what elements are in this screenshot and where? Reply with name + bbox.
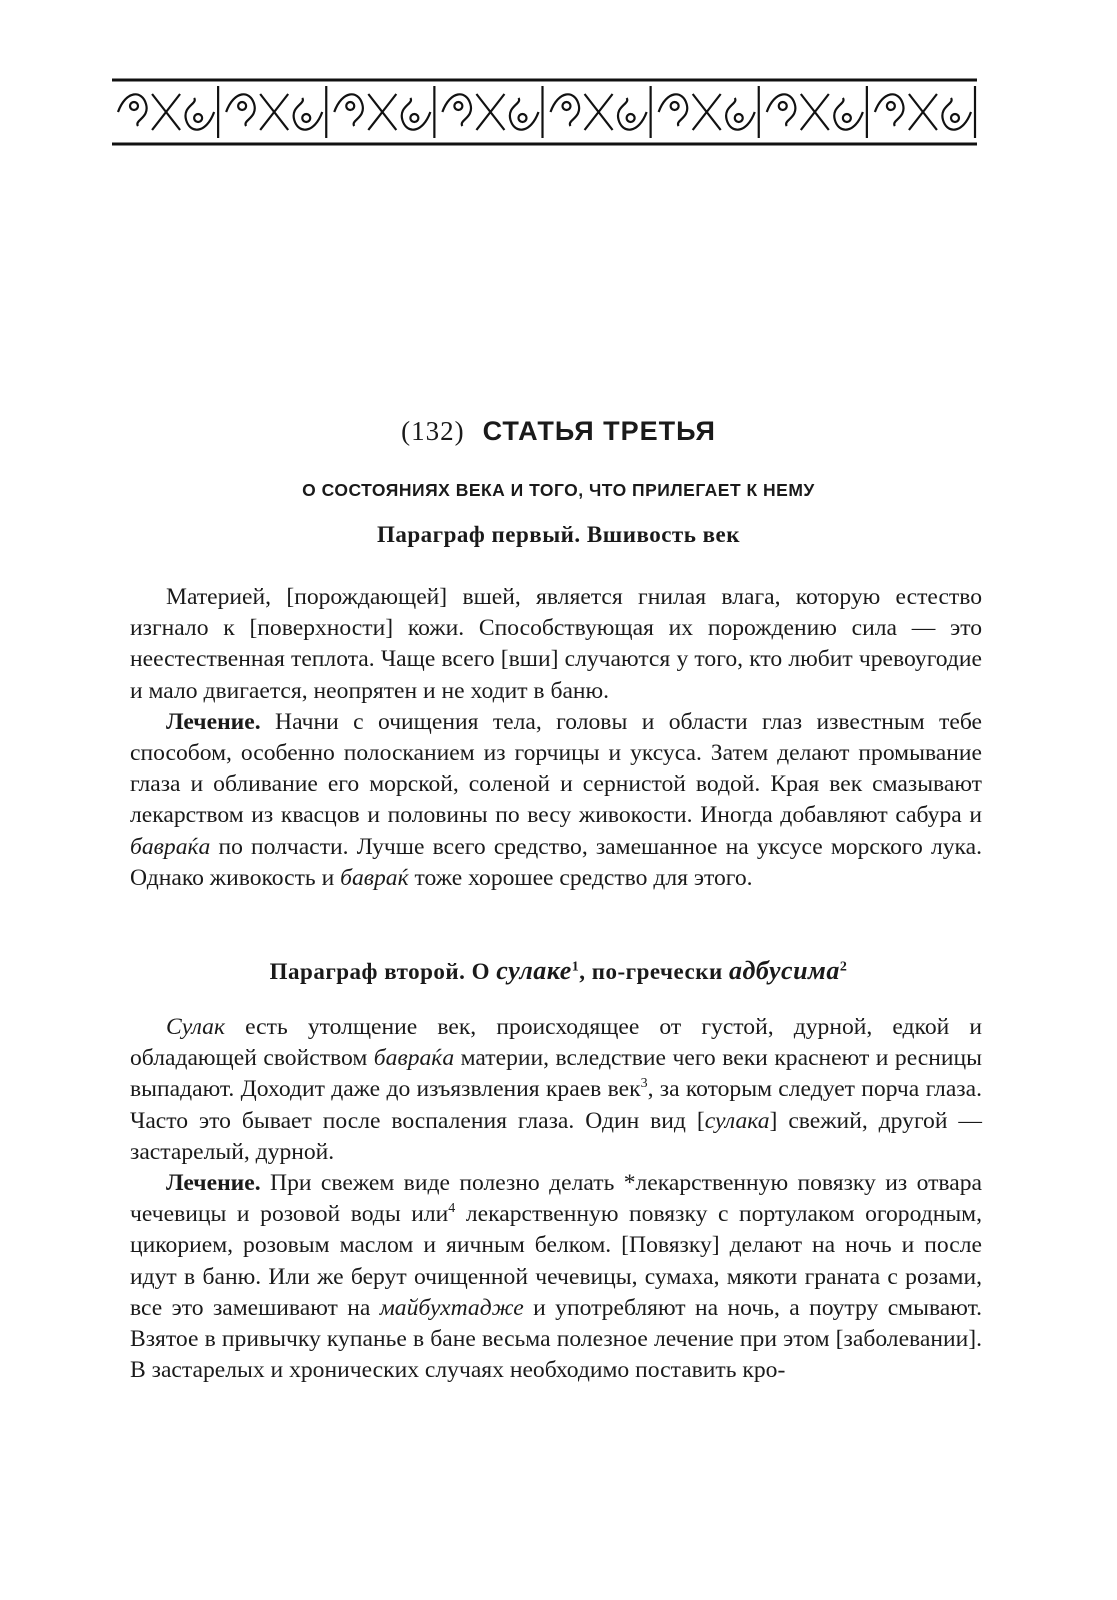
ornament-motif — [551, 86, 651, 138]
section-title — [0, 416, 1117, 447]
paragraph2-text: Сулак есть утолщение век, происходящее от густой, дурной, едкой и обладающей свойством бавраќа материи, вследствие чего веки краснеют и ресницы выпадают. Доходит даже до изъязвления краев век$^3$, за которым следует порча глаза. Часто это бывает после воспаления глаза. Один вид [сулака] свежий, другой — застарелый, дурной. — [130, 1014, 982, 1165]
decorative-ornament-border — [112, 76, 977, 148]
section-subtitle: О СОСТОЯНИЯХ ВЕКА И ТОГО, ЧТО ПРИЛЕГАЕТ К НЕМУ — [302, 480, 815, 500]
paragraph1-heading: Параграф первый. Вшивость век — [376, 522, 741, 547]
footnote-ref: 3 — [640, 1076, 648, 1092]
ornament-motif — [226, 86, 326, 138]
footnote-ref: 1 — [571, 959, 580, 975]
paragraph2-body — [130, 1012, 982, 1386]
ornament-motif — [118, 86, 218, 138]
ornament-motif — [767, 86, 867, 138]
ornament-motif — [334, 86, 434, 138]
footnote-ref: 2 — [839, 959, 848, 975]
footnote-ref: 4 — [448, 1201, 456, 1217]
paragraph1-text: Материей, [порождающей] вшей, является гнилая влага, которую естество изгнало к [поверхности] кожи. Способствующая их порождению сила — это неестественная теплота. Чаще всего [вши] случаются у того, кто любит чревоугодие и мало двигается, неопрятен и не ходит в баню. — [130, 584, 982, 704]
treatment-label: Лечение. — [166, 708, 261, 735]
ornament-motif — [442, 86, 542, 138]
treatment-label: Лечение. — [166, 1170, 261, 1197]
paragraph1-body — [130, 582, 982, 894]
paragraph1-treatment: Лечение. Начни с очищения тела, головы и области глаз известным тебе способом, особенно полосканием из горчицы и уксуса. Затем делают промывание глаза и обливание его морской, соленой и сернистой водой. Края век смазывают лекарством из квасцов и половины по весу живокости. Иногда добавляют сабура и бавраќа по полчасти. Лучше всего средство, замешанное на уксусе морского лука. Однако живокость и бавраќ тоже хорошее средство для этого. — [130, 708, 982, 891]
ornament-motif — [875, 86, 975, 138]
section-number: (132) — [401, 416, 465, 446]
ornament-motif — [659, 86, 759, 138]
paragraph2-treatment: Лечение. При свежем виде полезно делать *лекарственную повязку из отвара чечевицы и розовой воды или$^4$ лекарственную повязку с портулаком огородным, цикорием, розовым маслом и яичным белком. [Повязку] делают на ночь и после идут в баню. Или же берут очищенной чечевицы, сумаха, мякоти граната с розами, все это замешивают на майбухтадже и употребляют на ночь, а поутру смывают. Взятое в привычку купанье в бане весьма полезное лечение при этом [заболевании]. В застарелых и хронических случаях необходимо поставить кро- — [130, 1170, 983, 1384]
section-title-text: СТАТЬЯ ТРЕТЬЯ — [482, 416, 716, 446]
paragraph2-heading: Параграф второй. О сулаке$^1$, по-гречески адбусима$^2$ — [269, 956, 848, 985]
